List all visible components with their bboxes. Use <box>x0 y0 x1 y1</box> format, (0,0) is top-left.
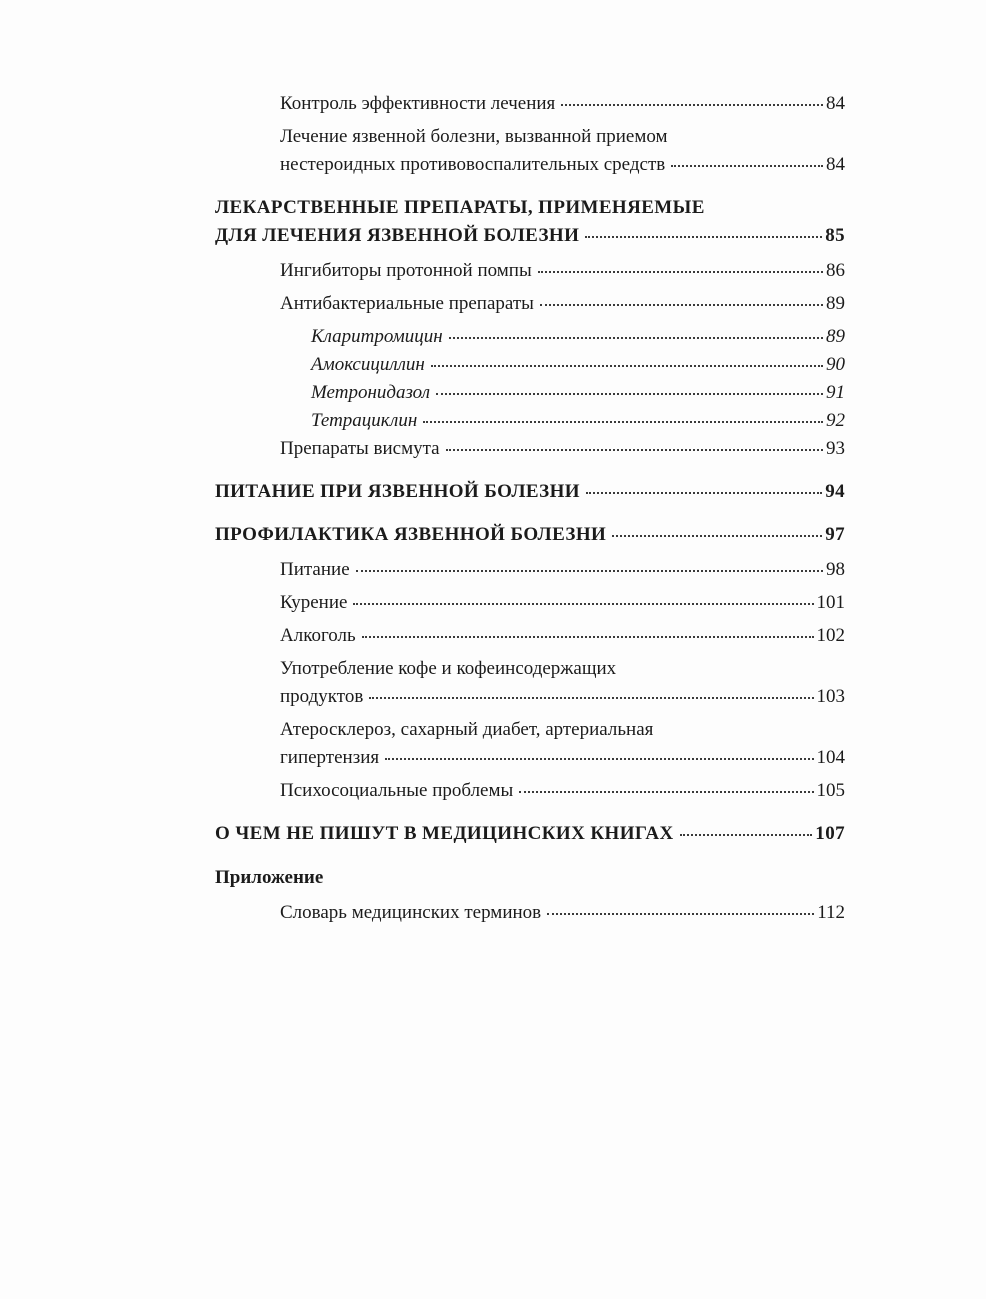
toc-entry <box>311 323 845 351</box>
toc-entry <box>280 435 845 463</box>
dotted-leader <box>436 392 823 395</box>
toc-entry-line <box>215 864 845 892</box>
toc-entry-line <box>311 323 845 351</box>
toc-page-number: 105 <box>816 780 845 801</box>
toc-entry <box>280 556 845 584</box>
toc-entry-line <box>280 290 845 318</box>
dotted-leader <box>385 757 813 760</box>
toc-heading-entry <box>215 521 845 549</box>
toc-entry-label: Употребление кофе и кофеинсодержащих <box>280 658 617 679</box>
toc-entry-label: Атеросклероз, сахарный диабет, артериальная <box>280 719 654 740</box>
dotted-leader <box>423 420 823 423</box>
toc-entry-line <box>280 716 845 744</box>
toc-entry-label: Словарь медицинских терминов <box>280 902 542 923</box>
dotted-leader <box>519 790 813 793</box>
toc-entry-line <box>280 655 845 683</box>
dotted-leader <box>612 534 822 537</box>
toc-entry <box>280 716 845 772</box>
dotted-leader <box>586 491 822 494</box>
toc-entry <box>280 90 845 118</box>
dotted-leader <box>446 448 823 451</box>
dotted-leader <box>356 569 823 572</box>
toc-page-number: 98 <box>826 559 845 580</box>
dotted-leader <box>449 336 823 339</box>
toc-entry <box>280 589 845 617</box>
toc-entry <box>280 655 845 711</box>
toc-entry-line <box>215 222 845 250</box>
dotted-leader <box>353 602 813 605</box>
toc-entry-label: Приложение <box>215 867 324 888</box>
toc-entry <box>280 257 845 285</box>
toc-entry-line <box>215 194 845 222</box>
toc-entry-line <box>280 622 845 650</box>
toc-page-number: 85 <box>825 225 845 246</box>
toc-entry-line <box>311 379 845 407</box>
toc-entry-label: Препараты висмута <box>280 438 440 459</box>
toc-entry-line <box>280 151 845 179</box>
toc-page-number: 92 <box>826 410 845 431</box>
toc-entry <box>311 351 845 379</box>
toc-page-number: 89 <box>826 326 845 347</box>
dotted-leader <box>671 164 823 167</box>
toc-page-number: 104 <box>816 747 845 768</box>
toc-entry-line <box>311 351 845 379</box>
toc-entry-line <box>215 478 845 506</box>
toc-entry-label: Алкоголь <box>280 625 356 646</box>
toc-entry-label: Ингибиторы протонной помпы <box>280 260 532 281</box>
toc-entry-line <box>280 556 845 584</box>
toc-entry-label: гипертензия <box>280 747 380 768</box>
toc-entry-label: Тетрациклин <box>311 410 418 431</box>
toc-page-number: 89 <box>826 293 845 314</box>
toc-entry-line <box>215 820 845 848</box>
toc-entry-label: продуктов <box>280 686 364 707</box>
dotted-leader <box>680 833 813 836</box>
toc-entry-label: О ЧЕМ НЕ ПИШУТ В МЕДИЦИНСКИХ КНИГАХ <box>215 823 674 844</box>
toc-page-number: 90 <box>826 354 845 375</box>
toc-page-number: 102 <box>816 625 845 646</box>
toc-entry-label: Питание <box>280 559 350 580</box>
dotted-leader <box>540 303 823 306</box>
toc-page-number: 107 <box>815 823 845 844</box>
dotted-leader <box>538 270 823 273</box>
dotted-leader <box>362 635 814 638</box>
toc-entry-line <box>280 744 845 772</box>
dotted-leader <box>585 235 822 238</box>
toc-page-number: 84 <box>826 154 845 175</box>
toc-heading-entry <box>215 864 845 892</box>
toc-entry-line <box>280 589 845 617</box>
toc-entry-label: ПРОФИЛАКТИКА ЯЗВЕННОЙ БОЛЕЗНИ <box>215 524 607 545</box>
toc-entry-label: Метронидазол <box>311 382 430 403</box>
dotted-leader <box>431 364 823 367</box>
toc-entry-label: Курение <box>280 592 348 613</box>
toc-entry-line <box>311 407 845 435</box>
toc-entry <box>280 622 845 650</box>
toc-entry-line <box>280 435 845 463</box>
toc-entry-line <box>280 90 845 118</box>
dotted-leader <box>547 912 814 915</box>
toc-entry-line <box>280 899 845 927</box>
toc-entry-line <box>280 683 845 711</box>
toc-entry-label: ПИТАНИЕ ПРИ ЯЗВЕННОЙ БОЛЕЗНИ <box>215 481 580 502</box>
toc-page-number: 93 <box>826 438 845 459</box>
toc-entry <box>280 123 845 179</box>
dotted-leader <box>369 696 813 699</box>
toc-entry <box>311 407 845 435</box>
toc-page-number: 101 <box>816 592 845 613</box>
toc-entry-line <box>280 777 845 805</box>
toc-page-number: 112 <box>817 902 845 923</box>
toc-list <box>215 90 845 927</box>
toc-entry-line <box>280 257 845 285</box>
toc-page-number: 91 <box>826 382 845 403</box>
toc-page-number: 86 <box>826 260 845 281</box>
toc-entry-label: Антибактериальные препараты <box>280 293 534 314</box>
toc-entry <box>280 290 845 318</box>
toc-page-number: 94 <box>825 481 845 502</box>
toc-entry-line <box>215 521 845 549</box>
toc-heading-entry <box>215 820 845 848</box>
toc-entry-label: Психосоциальные проблемы <box>280 780 514 801</box>
toc-entry-label: ЛЕКАРСТВЕННЫЕ ПРЕПАРАТЫ, ПРИМЕНЯЕМЫЕ <box>215 197 705 218</box>
toc-page-number: 103 <box>816 686 845 707</box>
toc-entry <box>280 899 845 927</box>
toc-entry-label: нестероидных противовоспалительных средств <box>280 154 666 175</box>
toc-entry-label: Контроль эффективности лечения <box>280 93 556 114</box>
toc-heading-entry <box>215 194 845 250</box>
dotted-leader <box>561 103 823 106</box>
toc-entry <box>280 777 845 805</box>
toc-page-number: 97 <box>825 524 845 545</box>
toc-entry-label: ДЛЯ ЛЕЧЕНИЯ ЯЗВЕННОЙ БОЛЕЗНИ <box>215 225 580 246</box>
toc-entry-label: Амоксициллин <box>311 354 425 375</box>
toc-heading-entry <box>215 478 845 506</box>
toc-entry <box>311 379 845 407</box>
toc-entry-line <box>280 123 845 151</box>
toc-entry-label: Лечение язвенной болезни, вызванной приемом <box>280 126 668 147</box>
toc-page-number: 84 <box>826 93 845 114</box>
toc-entry-label: Кларитромицин <box>311 326 443 347</box>
